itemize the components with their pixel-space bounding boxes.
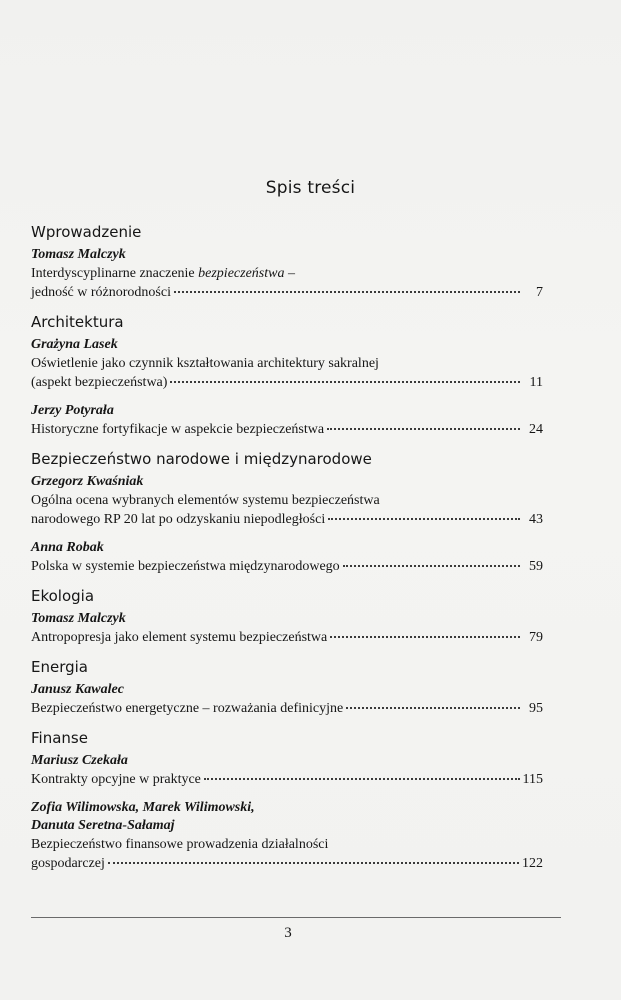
entry-author: Janusz Kawalec — [31, 682, 124, 697]
toc-entry[interactable] — [31, 336, 543, 392]
section-heading: Bezpieczeństwo narodowe i międzynarodowe — [31, 450, 372, 468]
entry-title-text: Polska w systemie bezpieczeństwa międzynarodowego — [31, 559, 340, 574]
footer-rule — [31, 917, 561, 918]
entry-title-text: Interdyscyplinarne znaczenie — [31, 266, 199, 281]
entry-last-line — [31, 854, 543, 873]
toc-entry[interactable] — [31, 610, 543, 647]
entry-title-text: Kontrakty opcyjne w praktyce — [31, 772, 201, 787]
entry-last-line — [31, 420, 543, 439]
entry-title-text: jedność w różnorodności — [31, 285, 171, 300]
entry-page-number: 115 — [522, 772, 543, 787]
entry-page-number: 11 — [529, 375, 543, 390]
entry-page-number: 59 — [529, 559, 543, 574]
entry-page-number: 122 — [522, 856, 543, 871]
entry-last-line — [31, 699, 543, 718]
entry-title-text: gospodarczej — [31, 856, 105, 871]
dot-leader — [108, 861, 519, 864]
entry-author: Anna Robak — [31, 540, 104, 555]
entry-title-text: (aspekt bezpieczeństwa) — [31, 375, 168, 390]
section-heading: Ekologia — [31, 587, 95, 605]
entry-author: Zofia Wilimowska, Marek Wilimowski, — [31, 800, 255, 815]
toc-entry[interactable] — [31, 539, 543, 576]
entry-title-line — [31, 354, 543, 373]
entry-author: Danuta Seretna-Sałamaj — [31, 818, 175, 833]
entry-last-line — [31, 557, 543, 576]
entry-title-text: Bezpieczeństwo energetyczne – rozważania definicyjne — [31, 701, 344, 716]
entry-author: Grzegorz Kwaśniak — [31, 474, 144, 489]
dot-leader — [327, 427, 520, 430]
section-heading: Architektura — [31, 313, 124, 331]
section-heading: Wprowadzenie — [31, 223, 142, 241]
toc-entry[interactable] — [31, 681, 543, 718]
dot-leader — [343, 564, 520, 567]
entry-last-line — [31, 628, 543, 647]
entry-page-number: 43 — [529, 512, 543, 527]
dot-leader — [204, 777, 520, 780]
toc-entry[interactable] — [31, 473, 543, 529]
toc-entry[interactable] — [31, 752, 543, 789]
dot-leader — [174, 290, 520, 293]
entry-last-line — [31, 770, 543, 789]
entry-last-line — [31, 510, 543, 529]
page-title: Spis treści — [265, 178, 356, 198]
entry-author: Tomasz Malczyk — [31, 247, 126, 262]
entry-last-line — [31, 283, 543, 302]
dot-leader — [328, 517, 520, 520]
entry-page-number: 24 — [529, 422, 543, 437]
entry-title-emphasis: bezpieczeństwa — [198, 266, 285, 281]
entry-page-number: 79 — [529, 630, 543, 645]
toc-entry[interactable] — [31, 402, 543, 439]
toc-entry[interactable] — [31, 799, 543, 873]
entry-title-text: Bezpieczeństwo finansowe prowadzenia działalności — [31, 837, 329, 852]
entry-title-text: Ogólna ocena wybranych elementów systemu bezpieczeństwa — [31, 493, 380, 508]
entry-title-text: narodowego RP 20 lat po odzyskaniu niepodległości — [31, 512, 326, 527]
page-number: 3 — [284, 925, 292, 941]
dot-leader — [330, 635, 520, 638]
dot-leader — [346, 706, 520, 709]
entry-title-line — [31, 835, 543, 854]
entry-last-line — [31, 373, 543, 392]
entry-author: Grażyna Lasek — [31, 337, 118, 352]
entry-author: Tomasz Malczyk — [31, 611, 126, 626]
entry-page-number: 95 — [529, 701, 543, 716]
entry-title-text: Antropopresja jako element systemu bezpieczeństwa — [31, 630, 328, 645]
entry-page-number: 7 — [536, 285, 543, 300]
dot-leader — [170, 380, 520, 383]
table-of-contents — [31, 216, 543, 883]
section-heading: Finanse — [31, 729, 88, 747]
entry-title-line — [31, 491, 543, 510]
entry-title-text: – — [284, 266, 295, 281]
entry-title-line — [31, 264, 543, 283]
entry-author: Jerzy Potyrała — [31, 403, 114, 418]
section-heading: Energia — [31, 658, 88, 676]
entry-title-text: Historyczne fortyfikacje w aspekcie bezpieczeństwa — [31, 422, 325, 437]
entry-author: Mariusz Czekała — [31, 753, 128, 768]
entry-title-text: Oświetlenie jako czynnik kształtowania architektury sakralnej — [31, 356, 379, 371]
toc-entry[interactable] — [31, 246, 543, 302]
